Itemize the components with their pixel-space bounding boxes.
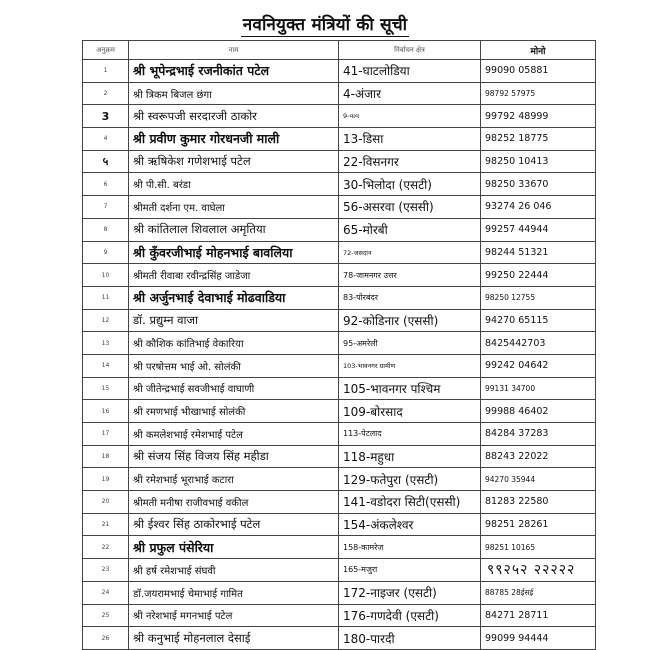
- phone-cell: 8425442703: [481, 332, 596, 355]
- table-row: [83, 286, 596, 309]
- serial-cell: ५: [83, 150, 129, 173]
- name-cell: श्री स्वरूपजी सरदारजी ठाकोर: [129, 105, 339, 128]
- name-cell: श्री रमणभाई भीखाभाई सोलंकी: [129, 400, 339, 423]
- constituency-cell: 22-विसनगर: [339, 150, 481, 173]
- phone-cell: 98244 51321: [481, 241, 596, 264]
- serial-cell: 3: [83, 105, 129, 128]
- name-cell: श्री संजय सिंह विजय सिंह महीडा: [129, 445, 339, 468]
- phone-cell: 98250 12755: [481, 286, 596, 309]
- phone-cell: 84271 28711: [481, 604, 596, 627]
- constituency-cell: 92-कोडिनार (एससी): [339, 309, 481, 332]
- page-title: नवनियुक्त मंत्रियों की सूची: [242, 15, 408, 35]
- table-row: [83, 105, 596, 128]
- serial-cell: 25: [83, 604, 129, 627]
- serial-cell: 22: [83, 536, 129, 559]
- phone-cell: 93274 26 046: [481, 196, 596, 219]
- table-row: [83, 581, 596, 604]
- serial-cell: 24: [83, 581, 129, 604]
- serial-cell: 18: [83, 445, 129, 468]
- table-row: [83, 445, 596, 468]
- phone-cell: 99131 34700: [481, 377, 596, 400]
- constituency-cell: 30-भिलोदा (एसटी): [339, 173, 481, 196]
- constituency-cell: 118-महुधा: [339, 445, 481, 468]
- constituency-cell: 65-मोरबी: [339, 218, 481, 241]
- serial-cell: 6: [83, 173, 129, 196]
- name-cell: श्री ऋषिकेश गणेशभाई पटेल: [129, 150, 339, 173]
- constituency-cell: 56-असरवा (एससी): [339, 196, 481, 219]
- name-cell: श्री कौशिक कांतिभाई वेकारिया: [129, 332, 339, 355]
- name-cell: श्रीमती मनीषा राजीवभाई वकील: [129, 491, 339, 514]
- constituency-cell: 141-वडोदरा सिटी(एससी): [339, 491, 481, 514]
- phone-cell: 84284 37283: [481, 423, 596, 446]
- phone-cell: 94270 35944: [481, 468, 596, 491]
- table-row: [83, 604, 596, 627]
- table-row: [83, 150, 596, 173]
- constituency-cell: 72-जसदान: [339, 241, 481, 264]
- table-row: [83, 491, 596, 514]
- serial-cell: 26: [83, 627, 129, 650]
- phone-cell: 99257 44944: [481, 218, 596, 241]
- name-cell: श्री त्रिकम बिजल छंगा: [129, 82, 339, 105]
- constituency-cell: 129-फतेपुरा (एसटी): [339, 468, 481, 491]
- table-row: [83, 173, 596, 196]
- phone-cell: 88785 28ईसई: [481, 581, 596, 604]
- serial-cell: 15: [83, 377, 129, 400]
- name-cell: श्री कुँवरजीभाई मोहनभाई बावलिया: [129, 241, 339, 264]
- table-row: [83, 196, 596, 219]
- constituency-cell: 105-भावनगर पश्चिम: [339, 377, 481, 400]
- serial-cell: 4: [83, 128, 129, 151]
- phone-cell: ९९२५२ २२२२२: [481, 559, 596, 582]
- phone-cell: 88243 22022: [481, 445, 596, 468]
- name-cell: श्री भूपेन्द्रभाई रजनीकांत पटेल: [129, 60, 339, 83]
- serial-cell: 14: [83, 354, 129, 377]
- name-cell: श्री रमेशभाई भूराभाई कटारा: [129, 468, 339, 491]
- name-cell: श्रीमती दर्शना एम. वाघेला: [129, 196, 339, 219]
- phone-cell: 81283 22580: [481, 491, 596, 514]
- serial-cell: 11: [83, 286, 129, 309]
- table-row: [83, 354, 596, 377]
- serial-cell: 23: [83, 559, 129, 582]
- name-cell: श्री ईश्वर सिंह ठाकोरभाई पटेल: [129, 513, 339, 536]
- constituency-cell: 180-पारदी: [339, 627, 481, 650]
- name-cell: श्री कनुभाई मोहनलाल देसाई: [129, 627, 339, 650]
- table-row: [83, 309, 596, 332]
- name-cell: श्री परषोत्तम भाई ओ. सोलंकी: [129, 354, 339, 377]
- serial-cell: 21: [83, 513, 129, 536]
- table-row: [83, 60, 596, 83]
- table-row: [83, 241, 596, 264]
- table-row: [83, 559, 596, 582]
- serial-cell: 13: [83, 332, 129, 355]
- name-cell: श्रीमती रीवाबा रवीन्द्रसिंह जाडेजा: [129, 264, 339, 287]
- table-row: [83, 400, 596, 423]
- header-name: नाम: [129, 41, 339, 60]
- table-row: [83, 468, 596, 491]
- phone-cell: 99988 46402: [481, 400, 596, 423]
- name-cell: श्री कमलेशभाई रमेशभाई पटेल: [129, 423, 339, 446]
- phone-cell: 99250 22444: [481, 264, 596, 287]
- header-serial: अनुक्रम: [83, 41, 129, 60]
- serial-cell: 17: [83, 423, 129, 446]
- serial-cell: 10: [83, 264, 129, 287]
- serial-cell: 9: [83, 241, 129, 264]
- constituency-cell: 41-घाटलोडिया: [339, 60, 481, 83]
- ministers-table: [82, 40, 596, 650]
- constituency-cell: 13-डिसा: [339, 128, 481, 151]
- phone-cell: 98251 28261: [481, 513, 596, 536]
- serial-cell: 1: [83, 60, 129, 83]
- name-cell: श्री अर्जुनभाई देवाभाई मोढवाडिया: [129, 286, 339, 309]
- table-row: [83, 82, 596, 105]
- table-row: [83, 423, 596, 446]
- name-cell: श्री हर्ष रमेशभाई संघवी: [129, 559, 339, 582]
- table-row: [83, 332, 596, 355]
- constituency-cell: 176-गणदेवी (एसटी): [339, 604, 481, 627]
- phone-cell: 98792 57975: [481, 82, 596, 105]
- table-row: [83, 218, 596, 241]
- constituency-cell: 113-पेटलाद: [339, 423, 481, 446]
- constituency-cell: 78-जामनगर उत्तर: [339, 264, 481, 287]
- table-row: [83, 128, 596, 151]
- name-cell: श्री प्रवीण कुमार गोरधनजी माली: [129, 128, 339, 151]
- name-cell: श्री कांतिलाल शिवलाल अमृतिया: [129, 218, 339, 241]
- phone-cell: 98250 10413: [481, 150, 596, 173]
- constituency-cell: 109-बोरसाद: [339, 400, 481, 423]
- name-cell: श्री जीतेन्द्रभाई सवजीभाई वाघाणी: [129, 377, 339, 400]
- constituency-cell: 165-मजुरा: [339, 559, 481, 582]
- constituency-cell: 158-कामरेज: [339, 536, 481, 559]
- table-row: [83, 627, 596, 650]
- constituency-cell: 83-पोरबंदर: [339, 286, 481, 309]
- phone-cell: 99099 94444: [481, 627, 596, 650]
- name-cell: श्री नरेशभाई मगनभाई पटेल: [129, 604, 339, 627]
- phone-cell: 99792 48999: [481, 105, 596, 128]
- serial-cell: 8: [83, 218, 129, 241]
- serial-cell: 19: [83, 468, 129, 491]
- serial-cell: 20: [83, 491, 129, 514]
- name-cell: डॉ. प्रद्युम्न वाजा: [129, 309, 339, 332]
- header-phone: मोनो: [481, 41, 596, 60]
- serial-cell: 7: [83, 196, 129, 219]
- name-cell: डॉ.जयरामभाई चेमाभाई गामित: [129, 581, 339, 604]
- constituency-cell: 4-अंजार: [339, 82, 481, 105]
- constituency-cell: 9-વાવ: [339, 105, 481, 128]
- header-constituency: निर्वाचन क्षेत्र: [339, 41, 481, 60]
- phone-cell: 99242 04642: [481, 354, 596, 377]
- constituency-cell: 103-भावनगर ग्रामीण: [339, 354, 481, 377]
- constituency-cell: 172-नाइजर (एसटी): [339, 581, 481, 604]
- serial-cell: 2: [83, 82, 129, 105]
- table-row: [83, 377, 596, 400]
- table-body: [83, 60, 596, 650]
- table-row: [83, 536, 596, 559]
- constituency-cell: 154-अंकलेश्वर: [339, 513, 481, 536]
- table-row: [83, 513, 596, 536]
- phone-cell: 99090 05881: [481, 60, 596, 83]
- phone-cell: 94270 65115: [481, 309, 596, 332]
- table-row: [83, 264, 596, 287]
- phone-cell: 98252 18775: [481, 128, 596, 151]
- phone-cell: 98250 33670: [481, 173, 596, 196]
- constituency-cell: 95-अमरेली: [339, 332, 481, 355]
- name-cell: श्री प्रफुल पंसेरिया: [129, 536, 339, 559]
- table-header-row: [83, 41, 596, 60]
- name-cell: श्री पी.सी. बरंडा: [129, 173, 339, 196]
- phone-cell: 98251 10165: [481, 536, 596, 559]
- serial-cell: 12: [83, 309, 129, 332]
- serial-cell: 16: [83, 400, 129, 423]
